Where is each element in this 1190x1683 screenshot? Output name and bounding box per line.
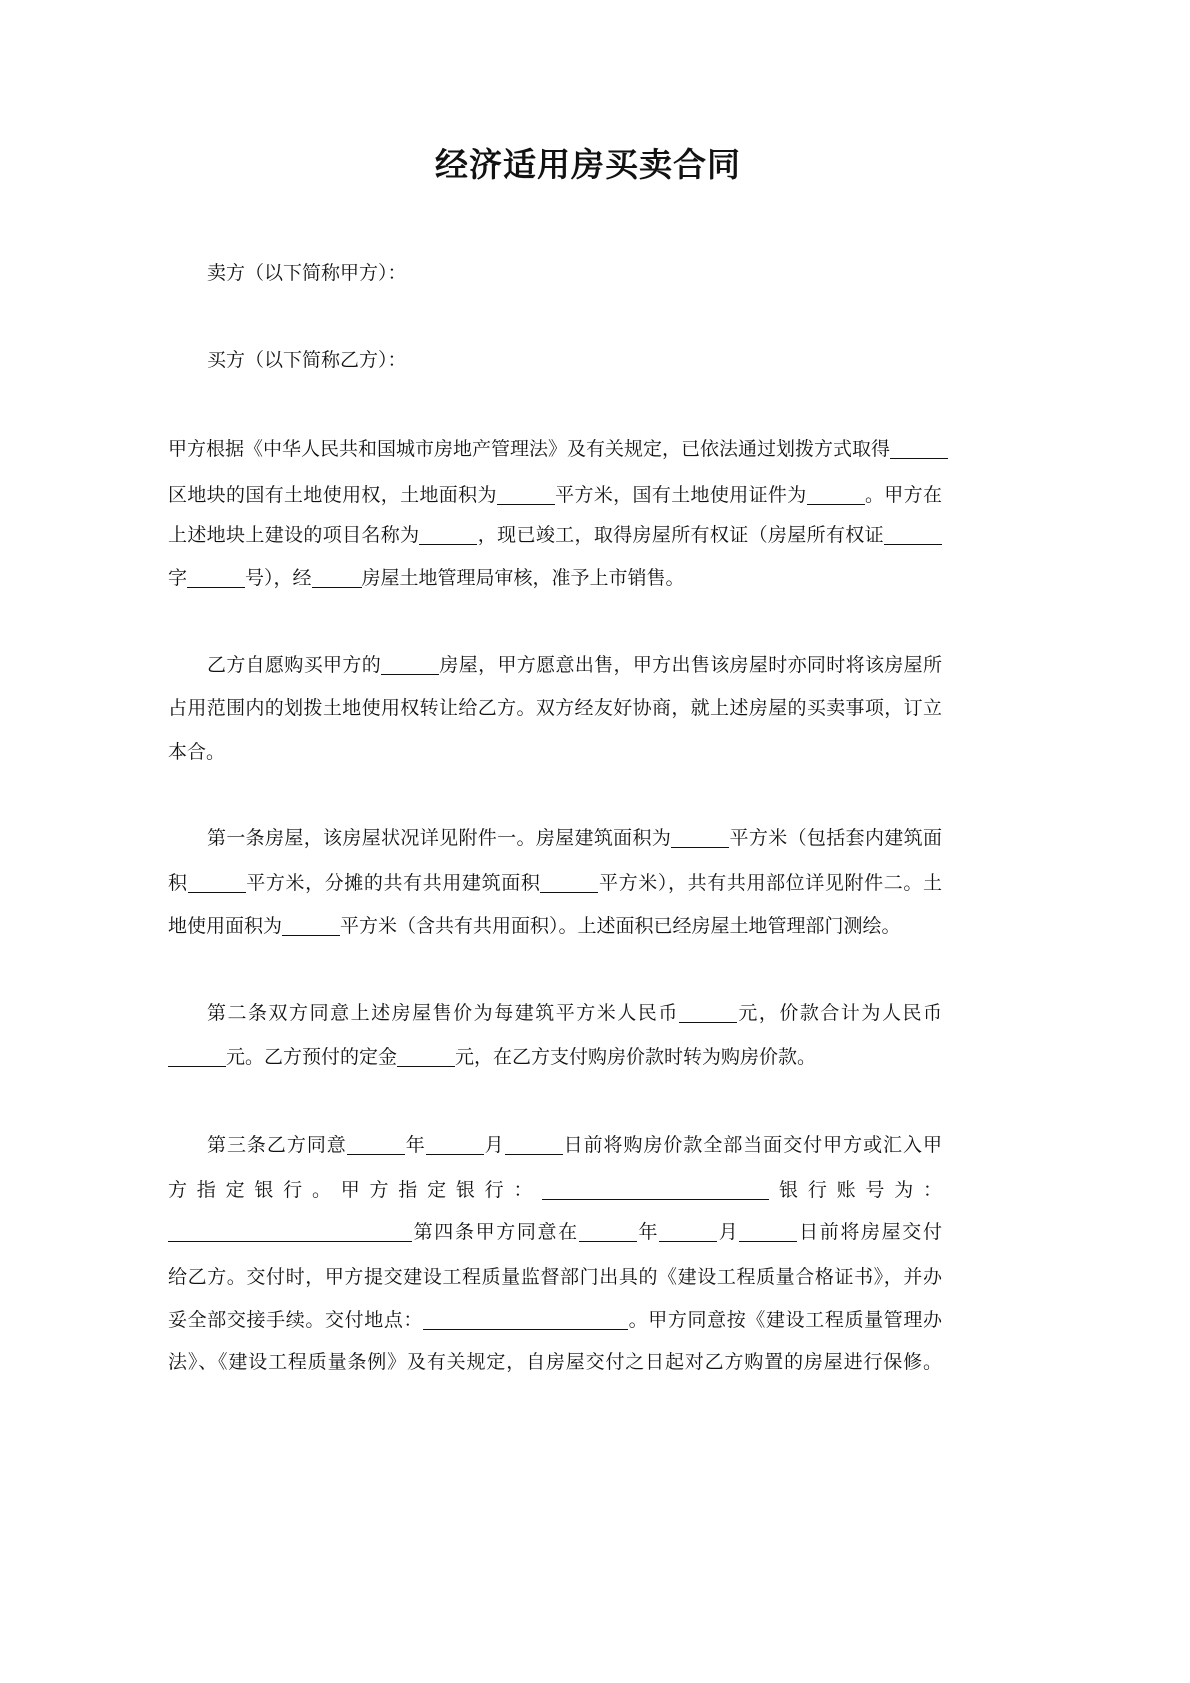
fill-in-blank	[884, 526, 942, 545]
fill-in-blank	[419, 526, 477, 545]
text-segment: 。甲方在	[864, 484, 942, 506]
fill-in-blank	[807, 486, 865, 505]
text-segment: 平方米），共有共用部位详见附件二。土	[598, 872, 942, 894]
text-segment: 平方米，国有土地使用证件为	[554, 484, 807, 506]
text-segment: 占用范围内的划拨土地使用权转让给乙方。双方经友好协商，就上述房屋的买卖事项，订立	[168, 697, 942, 719]
fill-in-blank	[168, 1048, 226, 1067]
fill-in-blank	[505, 1136, 563, 1155]
contract-line	[207, 824, 942, 852]
text-segment: 积	[168, 872, 188, 894]
text-segment: 房屋，甲方愿意出售，甲方出售该房屋时亦同时将该房屋所	[439, 654, 942, 676]
fill-in-blank	[890, 440, 948, 459]
contract-line	[168, 1306, 942, 1334]
text-segment: 平方米（包括套内建筑面	[729, 827, 942, 849]
contract-line	[168, 481, 942, 509]
text-segment: 元。乙方预付的定金	[226, 1046, 398, 1068]
text-segment: 本合。	[168, 741, 226, 763]
contract-line	[168, 1176, 942, 1204]
contract-line	[168, 1348, 942, 1376]
text-segment: 银行账号为：	[769, 1179, 942, 1201]
fill-in-blank	[540, 874, 598, 893]
text-segment: 元，价款合计为人民币	[736, 1002, 942, 1024]
contract-line	[168, 521, 942, 549]
contract-line	[168, 694, 942, 722]
text-segment: 日前将房屋交付	[797, 1221, 942, 1243]
text-segment: 第二条双方同意上述房屋售价为每建筑平方米人民币	[207, 1002, 679, 1024]
text-segment: 年	[636, 1221, 660, 1243]
fill-in-blank	[187, 569, 245, 588]
text-segment: 法》、《建设工程质量条例》及有关规定，自房屋交付之日起对乙方购置的房屋进行保修。	[168, 1351, 942, 1373]
text-segment: 甲方根据《中华人民共和国城市房地产管理法》及有关规定，已依法通过划拨方式取得	[168, 438, 891, 460]
fill-in-blank	[188, 874, 246, 893]
contract-line	[168, 564, 942, 592]
fill-in-blank	[542, 1181, 769, 1200]
fill-in-blank	[579, 1223, 637, 1242]
fill-in-blank	[426, 1136, 484, 1155]
text-segment: 月	[483, 1134, 505, 1156]
document-title: 经济适用房买卖合同	[435, 145, 741, 184]
fill-in-blank	[168, 1223, 412, 1242]
contract-line	[168, 912, 942, 940]
text-segment: 年	[404, 1134, 426, 1156]
buyer-label: 买方（以下简称乙方）：	[207, 349, 407, 371]
text-segment: 上述地块上建设的项目名称为	[168, 524, 420, 546]
fill-in-blank	[497, 486, 555, 505]
text-segment: 妥全部交接手续。交付地点：	[168, 1309, 424, 1331]
text-segment: 地使用面积为	[168, 915, 283, 937]
contract-line	[168, 435, 942, 463]
fill-in-blank	[659, 1223, 717, 1242]
fill-in-blank	[739, 1223, 797, 1242]
text-segment: 字	[168, 567, 188, 589]
contract-line	[168, 1263, 942, 1291]
fill-in-blank	[679, 1004, 737, 1023]
contract-line	[168, 1043, 942, 1071]
fill-in-blank	[671, 829, 729, 848]
contract-line	[207, 999, 942, 1027]
seller-line	[207, 259, 942, 287]
buyer-line	[207, 346, 942, 374]
text-segment: 方指定银行。甲方指定银行：	[168, 1179, 543, 1201]
text-segment: 平方米（含共有共用面积）。上述面积已经房屋土地管理部门测绘。	[340, 915, 901, 937]
text-segment: 房屋土地管理局审核，准予上市销售。	[361, 567, 685, 589]
text-segment: 第一条房屋，该房屋状况详见附件一。房屋建筑面积为	[207, 827, 672, 849]
contract-line	[207, 1131, 942, 1159]
contract-line	[168, 869, 942, 897]
fill-in-blank	[381, 656, 439, 675]
text-segment: 元，在乙方支付购房价款时转为购房价款。	[455, 1046, 817, 1068]
text-segment: 乙方自愿购买甲方的	[207, 654, 382, 676]
text-segment: 第三条乙方同意	[207, 1134, 347, 1156]
fill-in-blank	[397, 1048, 455, 1067]
text-segment: 。甲方同意按《建设工程质量管理办	[628, 1309, 942, 1331]
fill-in-blank	[347, 1136, 405, 1155]
fill-in-blank	[423, 1311, 628, 1330]
text-segment: 给乙方。交付时，甲方提交建设工程质量监督部门出具的《建设工程质量合格证书》，并办	[168, 1266, 942, 1288]
text-segment: 第四条甲方同意在	[412, 1221, 579, 1243]
text-segment: 平方米，分摊的共有共用建筑面积	[245, 872, 541, 894]
seller-label: 卖方（以下简称甲方）：	[207, 262, 407, 284]
text-segment: 日前将购房价款全部当面交付甲方或汇入甲	[562, 1134, 942, 1156]
text-segment: ，现已竣工，取得房屋所有权证（房屋所有权证	[477, 524, 884, 546]
contract-line	[168, 738, 942, 766]
contract-line	[168, 1218, 942, 1246]
text-segment: 月	[717, 1221, 740, 1243]
contract-line	[207, 651, 942, 679]
text-segment: 号），经	[245, 567, 312, 589]
text-segment: 区地块的国有土地使用权，土地面积为	[168, 484, 497, 506]
fill-in-blank	[312, 569, 362, 588]
fill-in-blank	[282, 917, 340, 936]
